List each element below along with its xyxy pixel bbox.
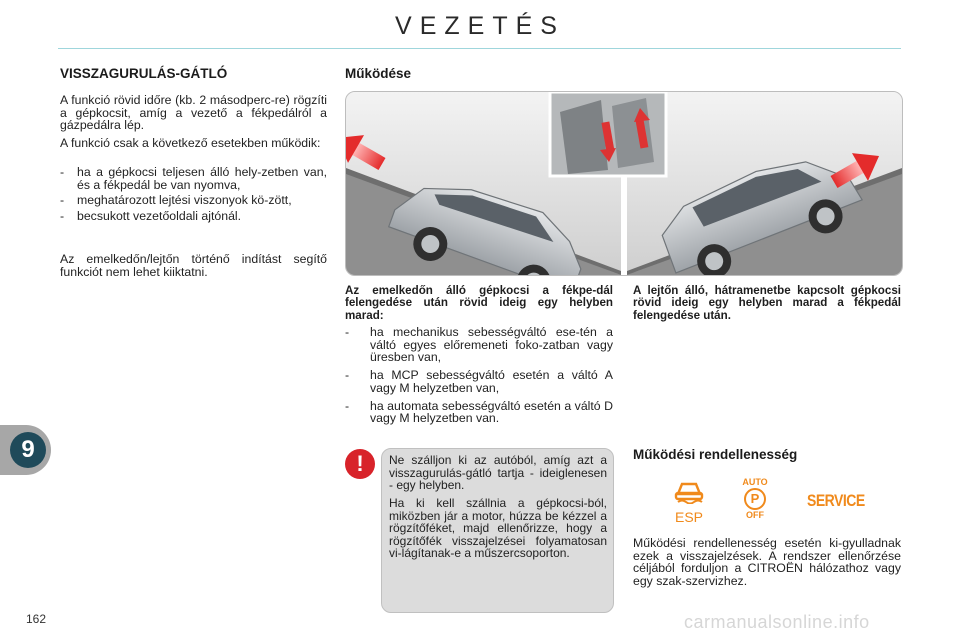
watermark: carmanualsonline.info bbox=[684, 612, 870, 632]
conditions-intro: A funkció csak a következő esetekben működik: bbox=[60, 136, 321, 150]
conditions-list bbox=[60, 166, 327, 223]
off-label: OFF bbox=[746, 510, 764, 520]
section-title: VISSZAGURULÁS-GÁTLÓ bbox=[60, 66, 228, 81]
warning-lamps bbox=[672, 477, 872, 525]
note-paragraph: Az emelkedőn/lejtőn történő indítást segítő funkciót nem lehet kiiktatni. bbox=[60, 252, 327, 279]
auto-label: AUTO bbox=[742, 477, 768, 487]
service-icon: SERVICE bbox=[807, 490, 865, 510]
hill-hold-illustration bbox=[345, 91, 903, 276]
header-divider bbox=[58, 48, 901, 49]
list-item: - ha a gépkocsi teljesen álló hely-zetben van, és a fékpedál be van nyomva, bbox=[60, 165, 327, 192]
warning-text-1: Ne szálljon ki az autóból, amíg azt a visszagurulás-gátló tartja - ideiglenesen - egy helyben. bbox=[389, 453, 607, 493]
operation-title: Működése bbox=[345, 66, 412, 81]
gearbox-conditions-list bbox=[345, 326, 613, 425]
list-item: - ha automata sebességváltó esetén a váltó D vagy M helyzetben van. bbox=[345, 398, 613, 426]
esp-icon bbox=[672, 478, 706, 525]
pedal-inset bbox=[550, 92, 666, 176]
list-item: - meghatározott lejtési viszonyok kö-zött, bbox=[60, 193, 292, 208]
auto-p-off-icon bbox=[738, 478, 772, 522]
esp-label: ESP bbox=[674, 509, 703, 525]
list-item: - ha mechanikus sebességváltó ese-tén a váltó egyes előremeneti foko-zatban vagy üresben van, bbox=[345, 325, 613, 365]
illustration-svg bbox=[346, 92, 902, 275]
chapter-number: 9 bbox=[10, 432, 46, 468]
uphill-caption: Az emelkedőn álló gépkocsi a fékpe-dál felengedése után rövid ideig egy helyben marad: bbox=[345, 284, 613, 322]
list-item: - becsukott vezetőoldali ajtónál. bbox=[60, 209, 242, 224]
warning-icon: ! bbox=[345, 449, 375, 479]
page-title: VEZETÉS bbox=[395, 12, 565, 40]
fault-title: Működési rendellenesség bbox=[633, 447, 798, 462]
downhill-caption: A lejtőn álló, hátramenetbe kapcsolt gépkocsi rövid ideig egy helyben marad a fékpedál felengedése után. bbox=[633, 284, 901, 322]
p-label: P bbox=[744, 488, 766, 510]
page-number: 162 bbox=[26, 612, 47, 626]
warning-text-2: Ha ki kell szállnia a gépkocsi-ból, miközben jár a motor, húzza be kézzel a rögzítőféket, majd ellenőrizze, hogy a rögzítőfék visszajelzései folyamatosan vi-lágítanak-e a műszercsoporton. bbox=[389, 496, 607, 561]
intro-paragraph: A funkció rövid időre (kb. 2 másodperc-re) rögzíti a gépkocsit, amíg a vezető a fékpedálról a gázpedálra lép. bbox=[60, 93, 327, 133]
list-item: - ha MCP sebességváltó esetén a váltó A vagy M helyzetben van, bbox=[345, 368, 613, 395]
fault-text: Működési rendellenesség esetén ki-gyulladnak ezek a visszajelzések. A rendszer ellenőrzése céljából forduljon a CITROËN hálózathoz vagy egy szak-szervizhez. bbox=[633, 536, 901, 589]
